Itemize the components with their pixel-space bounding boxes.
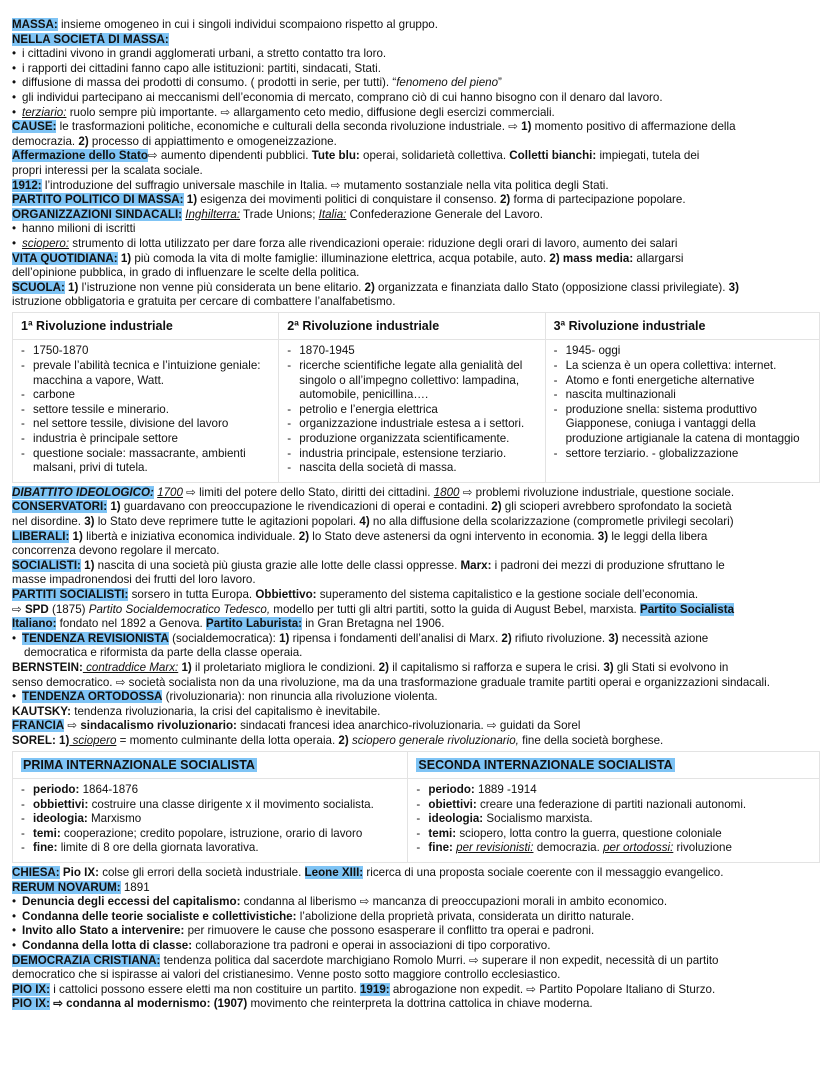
psi-line bbox=[12, 617, 820, 632]
co-text3: nel disordine. bbox=[12, 515, 85, 528]
list-item: - ricerche scientifiche legate alla genialità del singolo o all’impegno collettivo: lampadina, automobile, penicillina…. bbox=[285, 359, 538, 403]
conservatori-line2 bbox=[12, 515, 820, 530]
partiti-socialisti-line bbox=[12, 588, 820, 603]
tr-num1: 1) bbox=[279, 631, 290, 645]
pio2-line bbox=[12, 997, 820, 1012]
massa-heading: MASSA: bbox=[12, 18, 58, 31]
francia-text: sindacati francesi idea anarchico-rivoluzionaria. ⇨ guidati da Sorel bbox=[236, 719, 581, 733]
vita-heading: VITA QUOTIDIANA: bbox=[12, 251, 118, 265]
spd-name: Partito Socialdemocratico Tedesco, bbox=[88, 602, 271, 616]
fenomeno-pieno: fenomeno del pieno bbox=[396, 76, 499, 90]
ortodossa-heading: TENDENZA ORTODOSSA bbox=[22, 690, 163, 704]
sindacali-line bbox=[12, 208, 820, 223]
stato-line2: propri interessi per la scalata sociale. bbox=[12, 163, 203, 177]
list-item bbox=[414, 812, 813, 827]
quote-close: ” bbox=[498, 76, 502, 90]
bullet-cittadini: • i cittadini vivono in grandi agglomerati urbani, a stretto contatto tra loro. bbox=[12, 47, 820, 62]
societa-massa-heading: NELLA SOCIETÀ DI MASSA: bbox=[12, 32, 169, 46]
tute-blu-text: operai, solidarietà collettiva. bbox=[359, 149, 510, 163]
tr-num3: 3) bbox=[608, 631, 619, 645]
scuola-heading: SCUOLA: bbox=[12, 280, 65, 294]
sr-text2: fine della società borghese. bbox=[518, 733, 664, 747]
sc-num3: 3) bbox=[728, 280, 739, 294]
item-key: obbiettivi: bbox=[33, 797, 89, 811]
list-item: - questione sociale: massacrante, ambienti malsani, privi di tutela. bbox=[19, 447, 272, 476]
pm-text1: esigenza dei movimenti politici di conquistare il consenso. bbox=[197, 193, 500, 207]
sc-num1: 1) bbox=[64, 280, 79, 294]
rerum-year: 1891 bbox=[120, 880, 150, 894]
spd-arrow: ⇨ bbox=[12, 602, 25, 616]
pio1-heading: PIO IX: bbox=[12, 982, 51, 996]
laburista-text: in Gran Bretagna nel 1906. bbox=[302, 617, 445, 631]
pio2-text: movimento che reinterpreta la dottrina cattolica in chiave moderna. bbox=[247, 997, 593, 1011]
stato-line bbox=[12, 149, 820, 164]
li-num1: 1) bbox=[69, 529, 83, 543]
list-item: - 1870-1945 bbox=[285, 344, 538, 359]
chiesa-line bbox=[12, 866, 820, 881]
be-text2: il capitalismo si rafforza e supera le crisi. bbox=[388, 660, 604, 674]
socialisti-line2: masse impadronendosi dei frutti del loro lavoro. bbox=[12, 573, 256, 587]
dibattito-text1: ⇨ limiti del potere dello Stato, diritti dei cittadini. bbox=[182, 485, 434, 499]
leone-label: Leone XIII: bbox=[304, 866, 364, 880]
rn3-text: per rimuovere le cause che possono esasperare il conflitto tra operai e padroni. bbox=[184, 924, 595, 938]
item-value: creare una federazione di partiti nazionali autonomi. bbox=[476, 797, 747, 811]
list-item: - nel settore tessile, divisione del lavoro bbox=[19, 417, 272, 432]
prima-heading: PRIMA INTERNAZIONALE SOCIALISTA bbox=[23, 757, 255, 772]
list-item: - 1750-1870 bbox=[19, 344, 272, 359]
item-value: democrazia. bbox=[533, 841, 604, 855]
item-value: cooperazione; credito popolare, istruzione, orario di lavoro bbox=[60, 826, 363, 840]
chiesa-heading: CHIESA: bbox=[12, 866, 60, 880]
list-item bbox=[414, 827, 813, 842]
rerum-bullet-2 bbox=[12, 910, 820, 925]
kautsky-text: tendenza rivoluzionaria, la crisi del capitalismo è inevitabile. bbox=[71, 704, 381, 718]
rerum-bullet-1 bbox=[12, 895, 820, 910]
sciopero-text: strumento di lotta utilizzato per dare forza alle rivendicazioni operaie: riduzione degli orari di lavoro, aumento dei salari bbox=[69, 236, 678, 250]
li-num2: 2) bbox=[298, 529, 310, 543]
rn1-text: condanna al liberismo ⇨ mancanza di preoccupazioni morali in ambito economico. bbox=[240, 895, 668, 909]
be-text1: il proletariato migliora le condizioni. bbox=[191, 660, 379, 674]
vita-line2: dell’opinione pubblica, in grado di influenzare le scelte della politica. bbox=[12, 266, 360, 280]
stato-heading: Affermazione dello Stato bbox=[12, 149, 148, 163]
ps-text2: superamento del sistema capitalistico e la gestione sociale dell’economia. bbox=[316, 587, 699, 601]
ortodossa-text: (rivoluzionaria): non rinuncia alla rivoluzione violenta. bbox=[162, 690, 438, 704]
tr-text4: necessità azione bbox=[618, 631, 709, 645]
scuola-line bbox=[12, 281, 820, 296]
pio1-text1: i cattolici possono essere eletti ma non costituire un partito. bbox=[50, 982, 360, 996]
rerum-line bbox=[12, 881, 820, 896]
ps-text1: sorsero in tutta Europa. bbox=[128, 587, 256, 601]
sciopero-label: sciopero: bbox=[22, 236, 70, 250]
internazionali-table bbox=[12, 751, 820, 864]
spd-text: modello per tutti gli altri partiti, sotto la guida di August Bebel, marxista. bbox=[270, 602, 640, 616]
list-item: - Atomo e fonti energetiche alternative bbox=[552, 374, 813, 389]
item-value: rivoluzione bbox=[673, 841, 732, 855]
bernstein-line bbox=[12, 661, 820, 676]
cause-text: le trasformazioni politiche, economiche e culturali della seconda rivoluzione industriale. ⇨ bbox=[56, 120, 522, 134]
list-item: - 1945- oggi bbox=[552, 344, 813, 359]
item-key: temi: bbox=[33, 826, 61, 840]
item-key: ideologia: bbox=[33, 812, 88, 826]
co-num2: 2) bbox=[491, 500, 502, 514]
list-item: - prevale l’abilità tecnica e l’intuizione geniale: macchina a vapore, Watt. bbox=[19, 359, 272, 388]
sorel-line bbox=[12, 734, 820, 749]
italia-label: Italia: bbox=[318, 207, 347, 221]
sr-num2: 2) bbox=[338, 733, 349, 747]
modernismo-label: ⇨ condanna al modernismo: (1907) bbox=[50, 997, 248, 1011]
item-key: ideologia: bbox=[428, 812, 484, 826]
rn2-text: l’abolizione della proprietà privata, considerata un diritto naturale. bbox=[296, 909, 635, 923]
co-num3: 3) bbox=[84, 515, 95, 528]
sindacali-heading: ORGANIZZAZIONI SINDACALI: bbox=[12, 207, 183, 221]
bernstein-line2: senso democratico. ⇨ società socialista non da una rivoluzione, ma da una trasformazione graduale tramite partiti operai e organizzazioni sindacali. bbox=[12, 675, 770, 689]
psi-heading2: Italiano: bbox=[12, 617, 57, 631]
dibattito-heading: DIBATTITO IDEOLOGICO: bbox=[12, 485, 154, 499]
li-num3: 3) bbox=[597, 529, 609, 543]
sc-num2: 2) bbox=[364, 280, 375, 294]
socialisti-line bbox=[12, 559, 820, 574]
rerum-heading: RERUM NOVARUM: bbox=[12, 880, 121, 894]
so-num1: 1) bbox=[80, 558, 95, 572]
dc-line bbox=[12, 954, 820, 969]
revisionisti-label: per revisionisti: bbox=[456, 841, 534, 855]
ortodossa-line bbox=[12, 690, 820, 705]
partiti-socialisti-heading: PARTITI SOCIALISTI: bbox=[12, 587, 129, 601]
item-value: limite di 8 ore della giornata lavorativa. bbox=[57, 841, 259, 855]
contraddice-label: contraddice Marx: bbox=[82, 660, 179, 674]
year-1800: 1800 bbox=[433, 485, 460, 499]
list-item bbox=[19, 783, 401, 798]
sr-italic: sciopero generale rivoluzionario, bbox=[348, 733, 519, 747]
item-value: 1864-1876 bbox=[79, 783, 139, 797]
cause-text3: democrazia. bbox=[12, 134, 79, 148]
socialisti-heading: SOCIALISTI: bbox=[12, 558, 81, 572]
tr-text3: rifiuto rivoluzione. bbox=[511, 631, 609, 645]
list-item: - produzione organizzata scientificamente. bbox=[285, 432, 538, 447]
pm-text2: forma di partecipazione popolare. bbox=[510, 193, 686, 207]
kautsky-line bbox=[12, 705, 820, 720]
item-key: periodo: bbox=[428, 783, 475, 797]
y1912-line bbox=[12, 179, 820, 194]
list-item bbox=[19, 841, 401, 856]
bullet-individui: • gli individui partecipano ai meccanismi dell’economia di mercato, comprano ciò di cui hanno bisogno con il denaro dal lavoro. bbox=[12, 91, 820, 106]
societa-massa-line bbox=[12, 33, 820, 48]
rev1-header: 1ª Rivoluzione industriale bbox=[13, 312, 279, 340]
sr-num1: 1) bbox=[55, 733, 70, 747]
co-text1: guardavano con preoccupazione le rivendicazioni di operai e contadini. bbox=[120, 500, 492, 514]
dc-heading: DEMOCRAZIA CRISTIANA: bbox=[12, 953, 161, 967]
vita-line bbox=[12, 252, 820, 267]
psi-heading: Partito Socialista bbox=[639, 602, 735, 616]
rev3-header: 3ª Rivoluzione industriale bbox=[545, 312, 819, 340]
liberali-line bbox=[12, 530, 820, 545]
list-item bbox=[19, 827, 401, 842]
revisionista-line2: democratica e riformista da parte della classe operaia. bbox=[24, 646, 303, 660]
so-text1: nascita di una società più giusta grazie alle lotte delle classi oppresse. bbox=[94, 558, 461, 572]
list-item bbox=[19, 812, 401, 827]
co-num4: 4) bbox=[359, 515, 370, 528]
item-value: Marxismo bbox=[87, 812, 142, 826]
cause-text4: processo di appiattimento e omogeneizzazione. bbox=[88, 134, 337, 148]
item-value: sciopero, lotta contro la guerra, questione coloniale bbox=[456, 826, 722, 840]
rerum-bullet-4 bbox=[12, 939, 820, 954]
item-value: 1889 -1914 bbox=[474, 783, 537, 797]
prima-cell bbox=[13, 779, 408, 863]
terziario-label: terziario: bbox=[22, 105, 67, 119]
pio1-text2: abrogazione non expedit. ⇨ Partito Popolare Italiano di Sturzo. bbox=[389, 982, 716, 996]
dibattito-line bbox=[12, 486, 820, 501]
dc-text1: tendenza politica dal sacerdote marchigiano Romolo Murri. ⇨ superare il non expedit, necessità di un partito bbox=[160, 953, 719, 967]
item-key: fine: bbox=[33, 841, 58, 855]
sindacali-text2: Confederazione Generale del Lavoro. bbox=[346, 207, 543, 221]
spd-label: SPD bbox=[24, 602, 49, 616]
rivoluzioni-table bbox=[12, 312, 820, 483]
co-text5: no alla diffusione della scolarizzazione (comprometle privilegi secolari) bbox=[369, 515, 734, 528]
seconda-heading: SECONDA INTERNAZIONALE SOCIALISTA bbox=[418, 757, 673, 772]
laburista-heading: Partito Laburista: bbox=[206, 617, 302, 631]
prima-header bbox=[13, 751, 408, 779]
tr-num2: 2) bbox=[501, 631, 512, 645]
marx-label: Marx: bbox=[460, 558, 492, 572]
bullet-iscritti: • hanno milioni di iscritti bbox=[12, 222, 820, 237]
list-item: - organizzazione industriale estesa a i settori. bbox=[285, 417, 538, 432]
sr-text1: = momento culminante della lotta operaia. bbox=[116, 733, 339, 747]
list-item: - settore tessile e minerario. bbox=[19, 403, 272, 418]
item-key: periodo: bbox=[33, 783, 80, 797]
year-1700: 1700 bbox=[157, 485, 183, 499]
rev1-cell bbox=[13, 340, 279, 482]
be-num2: 2) bbox=[378, 660, 389, 674]
y1912-heading: 1912: bbox=[12, 178, 42, 192]
rev2-cell bbox=[279, 340, 545, 482]
y1912-text: l’introduzione del suffragio universale maschile in Italia. ⇨ mutamento sostanziale nella vita politica degli Stati. bbox=[41, 178, 609, 192]
bullet-sciopero bbox=[12, 237, 820, 252]
list-item: - petrolio e l’energia elettrica bbox=[285, 403, 538, 418]
sindacali-text1: Trade Unions; bbox=[240, 207, 319, 221]
list-item: - industria è principale settore bbox=[19, 432, 272, 447]
vq-num1: 1) bbox=[117, 251, 132, 265]
revisionista-heading: TENDENZA REVISIONISTA bbox=[22, 631, 169, 645]
tr-text2: ripensa i fondamenti dell’analisi di Marx. bbox=[289, 631, 502, 645]
list-item bbox=[414, 841, 813, 856]
list-item: - nascita della società di massa. bbox=[285, 461, 538, 476]
list-item: - produzione snella: sistema produttivo Giapponese, coniuga i vantaggi della produzione artigianale la catena di montaggio bbox=[552, 403, 813, 447]
colletti-bianchi-text: impiegati, tutela dei bbox=[596, 149, 700, 163]
pio2-heading: PIO IX: bbox=[12, 997, 51, 1011]
francia-arrow: ⇨ bbox=[64, 719, 81, 733]
seconda-cell bbox=[408, 779, 820, 863]
vq-num2: 2) mass media: bbox=[549, 251, 634, 265]
bernstein-heading: BERNSTEIN: bbox=[12, 660, 83, 674]
bullet-diffusione bbox=[12, 76, 820, 91]
list-item: - La scienza è un opera collettiva: internet. bbox=[552, 359, 813, 374]
co-text4: lo Stato deve reprimere tutte le agitazioni popolari. bbox=[94, 515, 360, 528]
list-item: - settore terziario. - globalizzazione bbox=[552, 447, 813, 462]
obbiettivo-label: Obbiettivo: bbox=[255, 587, 317, 601]
sc-text1: l’istruzione non venne più considerata un bene elitario. bbox=[78, 280, 365, 294]
pm-num1: 1) bbox=[183, 193, 198, 207]
list-item: - industria principale, estensione terziario. bbox=[285, 447, 538, 462]
item-value: Socialismo marxista. bbox=[483, 812, 593, 826]
co-text2: gli scioperi avrebbero sprofondato la società bbox=[501, 500, 732, 514]
cause-heading: CAUSE: bbox=[12, 120, 57, 134]
so-text2: i padroni dei mezzi di produzione sfruttano le bbox=[491, 558, 725, 572]
li-text1: libertà e iniziativa economica individuale. bbox=[82, 529, 299, 543]
vq-text2: allargarsi bbox=[633, 251, 684, 265]
rev3-cell bbox=[545, 340, 819, 482]
francia-heading: FRANCIA bbox=[12, 719, 65, 733]
tute-blu-label: Tute blu: bbox=[311, 149, 360, 163]
be-num1: 1) bbox=[178, 660, 192, 674]
terziario-text: ruolo sempre più importante. ⇨ allargamento ceto medio, diffusione degli esercizi commerciali. bbox=[66, 105, 555, 119]
dibattito-text2: ⇨ problemi rivoluzione industriale, questione sociale. bbox=[459, 485, 735, 499]
item-key: temi: bbox=[428, 826, 457, 840]
year-1919: 1919: bbox=[359, 982, 390, 996]
bullet-terziario bbox=[12, 106, 820, 121]
colletti-bianchi-label: Colletti bianchi: bbox=[509, 149, 597, 163]
chiesa-text2: ricerca di una proposta sociale coerente con il messaggio evangelico. bbox=[363, 866, 724, 880]
massa-text: insieme omogeneo in cui i singoli individui scompaiono rispetto al gruppo. bbox=[57, 18, 438, 31]
chiesa-text1: colse gli errori della società industriale. bbox=[98, 866, 305, 880]
co-num1: 1) bbox=[107, 500, 121, 514]
sciopero-label2: sciopero bbox=[69, 733, 117, 747]
liberali-heading: LIBERALI: bbox=[12, 529, 70, 543]
spd-year: (1875) bbox=[48, 602, 89, 616]
notes-page bbox=[12, 18, 820, 1012]
rn2-label: Condanna delle teorie socialiste e collettivistiche: bbox=[22, 909, 297, 923]
kautsky-heading: KAUTSKY: bbox=[12, 704, 72, 718]
item-key: fine: bbox=[428, 841, 453, 855]
tr-text1: (socialdemocratica): bbox=[168, 631, 280, 645]
conservatori-heading: CONSERVATORI: bbox=[12, 500, 108, 514]
cause-text2: momento positivo di affermazione della bbox=[531, 120, 736, 134]
spd-line bbox=[12, 603, 820, 618]
li-text3: le leggi della libera bbox=[608, 529, 708, 543]
be-text3: gli Stati si evolvono in bbox=[613, 660, 729, 674]
rn1-label: Denuncia degli eccessi del capitalismo: bbox=[22, 895, 241, 909]
rn4-label: Condanna della lotta di classe: bbox=[22, 939, 193, 953]
seconda-header bbox=[408, 751, 820, 779]
pm-num2: 2) bbox=[499, 193, 511, 207]
scuola-line2: istruzione obbligatoria e gratuita per cercare di combattere l’analfabetismo. bbox=[12, 295, 396, 309]
inghilterra-label: Inghilterra: bbox=[185, 207, 241, 221]
list-item: - nascita multinazionali bbox=[552, 388, 813, 403]
sindacalismo-label: sindacalismo rivoluzionario: bbox=[80, 719, 237, 733]
revisionista-line bbox=[12, 632, 820, 647]
psi-text: fondato nel 1892 a Genova. bbox=[56, 617, 207, 631]
stato-text: ⇨ aumento dipendenti pubblici. bbox=[147, 149, 312, 163]
list-item bbox=[414, 783, 813, 798]
bullet-rapporti: • i rapporti dei cittadini fanno capo alle istituzioni: partiti, sindacati, Stati. bbox=[12, 62, 820, 77]
list-item bbox=[19, 798, 401, 813]
list-item bbox=[414, 798, 813, 813]
rn4-text: collaborazione tra padroni e operai in associazioni di tipo corporativo. bbox=[192, 939, 551, 953]
rev2-header: 2ª Rivoluzione industriale bbox=[279, 312, 545, 340]
liberali-line2: concorrenza devono regolare il mercato. bbox=[12, 544, 220, 558]
be-num3: 3) bbox=[603, 660, 614, 674]
rerum-bullet-3 bbox=[12, 924, 820, 939]
pio-label: Pio IX: bbox=[59, 866, 99, 880]
cause-num1: 1) bbox=[521, 120, 532, 134]
ortodossi-label: per ortodossi: bbox=[603, 841, 674, 855]
sorel-heading: SOREL: bbox=[12, 733, 56, 747]
cause-num2: 2) bbox=[78, 134, 89, 148]
sc-text2: organizzata e finanziata dallo Stato (opposizione classi privilegiate). bbox=[374, 280, 729, 294]
cause-line2 bbox=[12, 135, 820, 150]
item-key: obiettivi: bbox=[428, 797, 477, 811]
francia-line bbox=[12, 719, 820, 734]
bullet-diffusione-text: diffusione di massa dei prodotti di consumo. ( prodotti in serie, per tutti). “ bbox=[22, 76, 397, 90]
massa-line bbox=[12, 18, 820, 33]
cause-line bbox=[12, 120, 820, 135]
list-item: - carbone bbox=[19, 388, 272, 403]
li-text2: lo Stato deve astenersi da ogni intervento in economia. bbox=[309, 529, 598, 543]
dc-line2: democratico che si ispirasse ai valori del cristianesimo. Venne posto sotto maggiore controllo ecclesiastico. bbox=[12, 968, 561, 982]
partito-massa-heading: PARTITO POLITICO DI MASSA: bbox=[12, 193, 184, 207]
partito-massa-line bbox=[12, 193, 820, 208]
pio1-line bbox=[12, 983, 820, 998]
conservatori-line bbox=[12, 500, 820, 515]
item-value: costruire una classe dirigente x il movimento socialista. bbox=[88, 797, 374, 811]
rn3-label: Invito allo Stato a intervenire: bbox=[22, 924, 185, 938]
vq-text1: più comoda la vita di molte famiglie: illuminazione elettrica, acqua potabile, auto. bbox=[131, 251, 550, 265]
